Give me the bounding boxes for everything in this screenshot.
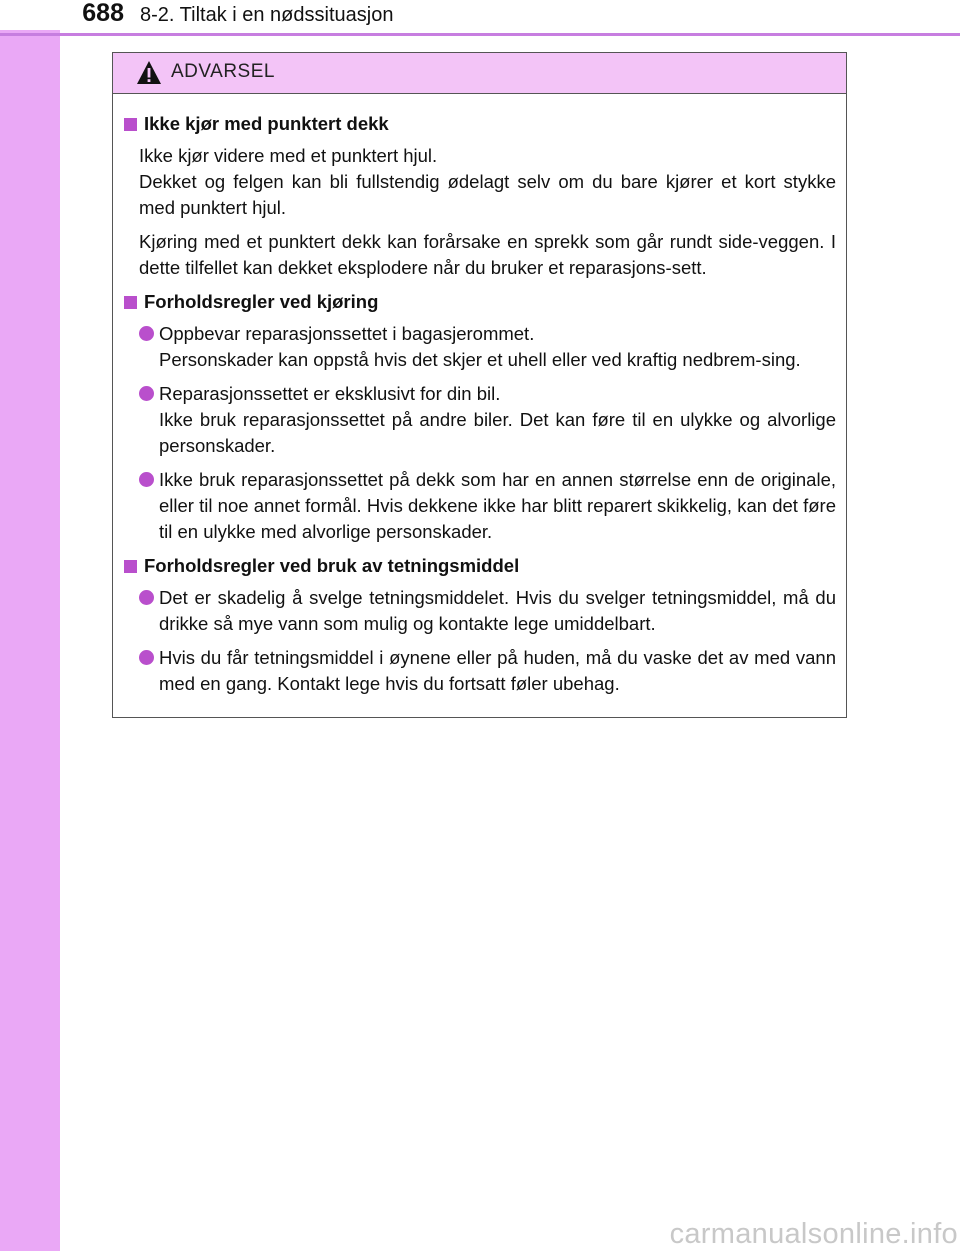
watermark: carmanualsonline.info xyxy=(669,1218,958,1250)
paragraph xyxy=(123,229,836,281)
item-line: Reparasjonssettet er eksklusivt for din bil. xyxy=(159,383,501,404)
item-line: Det er skadelig å svelge tetningsmiddelet. Hvis du svelger tetningsmiddel, må du drikke så mye vann som mulig og kontakte lege umiddelbart. xyxy=(159,587,836,634)
paragraph-line: Dekket og felgen kan bli fullstendig ødelagt selv om du bare kjører et kort stykke med punktert hjul. xyxy=(139,171,836,218)
section-title: 8-2. Tiltak i en nødssituasjon xyxy=(140,4,394,26)
paragraph xyxy=(123,143,836,221)
circle-bullet-icon xyxy=(139,650,154,665)
warning-header xyxy=(113,53,846,94)
list-item xyxy=(123,645,836,697)
item-line: Ikke bruk reparasjonssettet på dekk som har en annen størrelse enn de originale, eller til noe annet formål. Hvis dekkene ikke har blitt reparert skikkelig, kan det føre til en ulykke med alvorlige personskader. xyxy=(159,469,836,542)
paragraph-line: Ikke kjør videre med et punktert hjul. xyxy=(139,145,438,166)
list-item xyxy=(123,381,836,459)
warning-triangle-icon xyxy=(136,60,162,86)
warning-content xyxy=(113,93,846,705)
circle-bullet-icon xyxy=(139,326,154,341)
list-item xyxy=(123,585,836,637)
warning-box xyxy=(112,52,847,718)
item-line: Personskader kan oppstå hvis det skjer et uhell eller ved kraftig nedbrem-sing. xyxy=(159,349,801,370)
item-line: Hvis du får tetningsmiddel i øynene eller på huden, må du vaske det av med vann med en gang. Kontakt lege hvis du fortsatt føler ubehag. xyxy=(159,647,836,694)
section-heading xyxy=(123,289,836,315)
heading-text: Forholdsregler ved kjøring xyxy=(144,291,379,312)
warning-label: ADVARSEL xyxy=(171,61,275,82)
header-rule xyxy=(0,33,960,36)
item-line: Ikke bruk reparasjonssettet på andre biler. Det kan føre til en ulykke og alvorlige personskader. xyxy=(159,409,836,456)
section-heading xyxy=(123,553,836,579)
heading-text: Forholdsregler ved bruk av tetningsmiddel xyxy=(144,555,520,576)
heading-text: Ikke kjør med punktert dekk xyxy=(144,113,389,134)
circle-bullet-icon xyxy=(139,590,154,605)
circle-bullet-icon xyxy=(139,386,154,401)
paragraph-line: Kjøring med et punktert dekk kan forårsake en sprekk som går rundt side-veggen. I dette tilfellet kan dekket eksplodere når du bruker et reparasjons-sett. xyxy=(139,231,836,278)
circle-bullet-icon xyxy=(139,472,154,487)
side-band xyxy=(0,0,60,1251)
square-bullet-icon xyxy=(124,118,137,131)
page-number: 688 xyxy=(0,0,128,30)
item-line: Oppbevar reparasjonssettet i bagasjerommet. xyxy=(159,323,535,344)
list-item xyxy=(123,467,836,545)
section-heading xyxy=(123,111,836,137)
square-bullet-icon xyxy=(124,296,137,309)
list-item xyxy=(123,321,836,373)
square-bullet-icon xyxy=(124,560,137,573)
